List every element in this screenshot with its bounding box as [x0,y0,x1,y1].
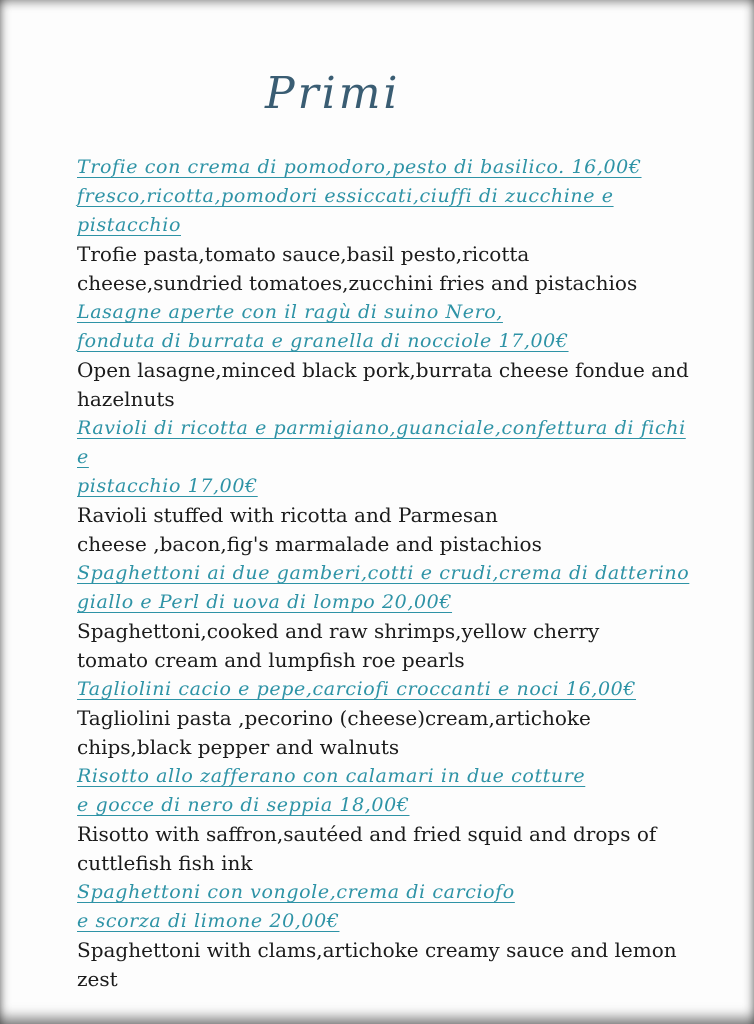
menu-item [77,414,694,559]
item-description-line: cheese ,bacon,fig's marmalade and pistachios [77,532,542,556]
item-name-line: fresco,ricotta,pomodori essiccati,ciuffi di zucchine e pistacchio [77,185,614,236]
item-name-line: Risotto allo zafferano con calamari in due cotture [77,765,586,787]
page-title: Primi [265,68,401,119]
item-description-line: tomato cream and lumpfish roe pearls [77,648,465,672]
item-description-line: Spaghettoni with clams,artichoke creamy sauce and lemon zest [77,938,677,991]
item-description-line: hazelnuts [77,387,175,411]
item-description-line: cheese,sundried tomatoes,zucchini fries and pistachios [77,271,638,295]
item-description-line: Spaghettoni,cooked and raw shrimps,yellow cherry [77,619,600,643]
menu-list [77,153,694,994]
item-description-line: Risotto with saffron,sautéed and fried squid and drops of [77,822,657,846]
menu-item [77,153,694,298]
item-description-line: Tagliolini pasta ,pecorino (cheese)cream,artichoke [77,706,591,730]
item-name-line: pistacchio 17,00€ [77,475,258,497]
item-description-line: Ravioli stuffed with ricotta and Parmesan [77,503,498,527]
menu-item [77,878,694,994]
menu-item [77,675,694,762]
item-name-line: Lasagne aperte con il ragù di suino Nero, [77,301,503,323]
item-description-line: Open lasagne,minced black pork,burrata cheese fondue and [77,358,689,382]
item-description-line: Trofie pasta,tomato sauce,basil pesto,ricotta [77,242,530,266]
item-description-line: cuttlefish fish ink [77,851,253,875]
item-name-line: Spaghettoni ai due gamberi,cotti e crudi,crema di datterino [77,562,690,584]
item-name-line: Ravioli di ricotta e parmigiano,guanciale,confettura di fichi e [77,417,686,468]
item-name-line: Spaghettoni con vongole,crema di carciofo [77,881,515,903]
item-name-line: giallo e Perl di uova di lompo 20,00€ [77,591,453,613]
menu-item [77,298,694,414]
menu-item [77,559,694,675]
menu-item [77,762,694,878]
item-name-line: Tagliolini cacio e pepe,carciofi croccanti e noci 16,00€ [77,678,637,700]
item-description-line: chips,black pepper and walnuts [77,735,400,759]
item-name-line: fonduta di burrata e granella di nocciole 17,00€ [77,330,569,352]
item-name-line: e scorza di limone 20,00€ [77,910,340,932]
item-name-line: Trofie con crema di pomodoro,pesto di basilico. 16,00€ [77,156,642,178]
item-name-line: e gocce di nero di seppia 18,00€ [77,794,410,816]
